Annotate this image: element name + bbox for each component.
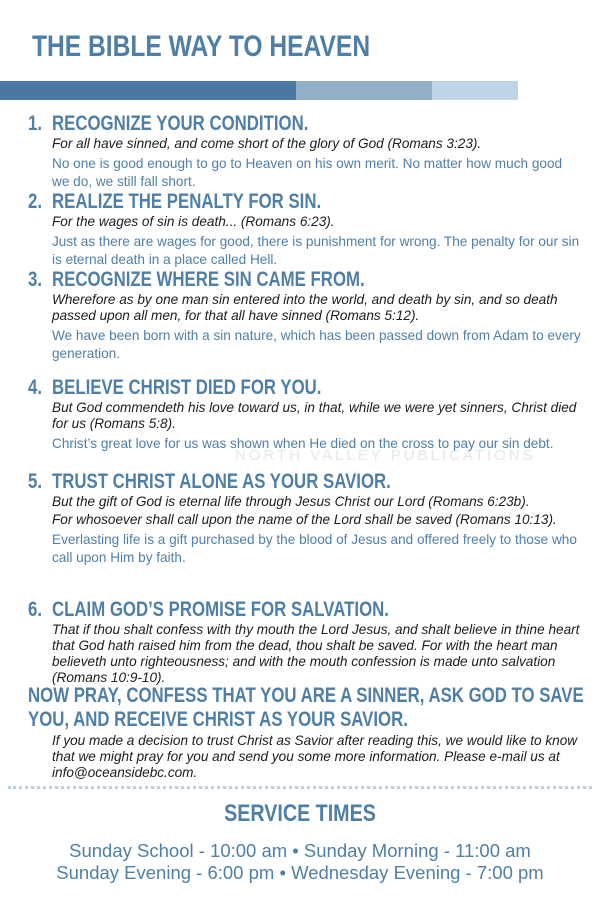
dotted-divider — [8, 786, 592, 789]
step-number: 1. — [28, 112, 43, 135]
page-title: THE BIBLE WAY TO HEAVEN — [32, 30, 371, 63]
step-6 — [0, 598, 600, 684]
scripture-verse: Wherefore as by one man sin entered into the world, and death by sin, and so death passed upon all men, for that all have sinned (Romans 5:12). — [52, 292, 558, 323]
step-number: 5. — [28, 470, 43, 493]
step-number: 3. — [28, 268, 43, 291]
step-heading — [28, 470, 486, 494]
step-title: RECOGNIZE WHERE SIN CAME FROM. — [52, 268, 365, 291]
step-title: REALIZE THE PENALTY FOR SIN. — [52, 190, 322, 213]
step-title: RECOGNIZE YOUR CONDITION. — [52, 112, 309, 135]
scripture-verse: For all have sinned, and come short of the glory of God (Romans 3:23). — [52, 136, 482, 151]
service-times-line-1: Sunday School - 10:00 am • Sunday Morning - 11:00 am — [69, 840, 531, 861]
scripture-verse: For the wages of sin is death... (Romans 6:23). — [52, 214, 335, 229]
step-number: 4. — [28, 376, 43, 399]
step-explanation: Everlasting life is a gift purchased by the blood of Jesus and offered freely to those who call upon Him by faith. — [52, 532, 577, 565]
step-number: 2. — [28, 190, 43, 213]
header-bar-mid — [296, 81, 432, 100]
prayer-section — [0, 684, 600, 781]
scripture-verse: That if thou shalt confess with thy mouth the Lord Jesus, and shalt believe in thine heart that God hath raised him from the dead, thou shalt be saved. For with the heart man believeth unto righteousness; and with the mouth confession is made unto salvation (Romans 10:9-10). — [52, 622, 580, 685]
step-title: BELIEVE CHRIST DIED FOR YOU. — [52, 376, 322, 399]
step-2 — [0, 190, 600, 268]
step-1 — [0, 112, 600, 190]
watermark: NORTH VALLEY PUBLICATIONS — [235, 447, 536, 464]
scripture-verse: For whosoever shall call upon the name of the Lord shall be saved (Romans 10:13). — [52, 512, 557, 527]
step-title: CLAIM GOD’S PROMISE FOR SALVATION. — [52, 598, 389, 621]
scripture-verse: But God commendeth his love toward us, in that, while we were yet sinners, Christ died for us (Romans 5:8). — [52, 400, 577, 431]
step-explanation: Just as there are wages for good, there is punishment for wrong. The penalty for our sin is eternal death in a place called Hell. — [52, 234, 580, 267]
step-explanation: Christ’s great love for us was shown when He died on the cross to pay our sin debt. — [52, 436, 554, 451]
step-heading — [28, 376, 486, 400]
step-heading — [28, 190, 486, 214]
step-number: 6. — [28, 598, 43, 621]
step-3 — [0, 268, 600, 376]
step-heading — [28, 268, 486, 292]
service-times-title: SERVICE TIMES — [224, 800, 376, 827]
prayer-heading: NOW PRAY, CONFESS THAT YOU ARE A SINNER, ASK GOD TO SAVE YOU, AND RECEIVE CHRIST AS YOUR SAVIOR. — [28, 684, 584, 731]
header-bar-light — [432, 81, 518, 100]
step-heading — [28, 112, 486, 136]
prayer-text: If you made a decision to trust Christ as Savior after reading this, we would like to know that we might pray for you and send you some more information. Please e-mail us at info@oceansidebc.com. — [52, 733, 578, 780]
step-explanation: No one is good enough to go to Heaven on his own merit. No matter how much good we do, we still fall short. — [52, 156, 563, 189]
header-bar-dark — [0, 81, 296, 100]
step-heading — [28, 598, 486, 622]
step-5 — [0, 470, 600, 598]
step-title: TRUST CHRIST ALONE AS YOUR SAVIOR. — [52, 470, 391, 493]
service-times-line-2: Sunday Evening - 6:00 pm • Wednesday Evening - 7:00 pm — [56, 862, 544, 883]
scripture-verse: But the gift of God is eternal life through Jesus Christ our Lord (Romans 6:23b). — [52, 494, 530, 509]
step-explanation: We have been born with a sin nature, which has been passed down from Adam to every generation. — [52, 328, 581, 361]
